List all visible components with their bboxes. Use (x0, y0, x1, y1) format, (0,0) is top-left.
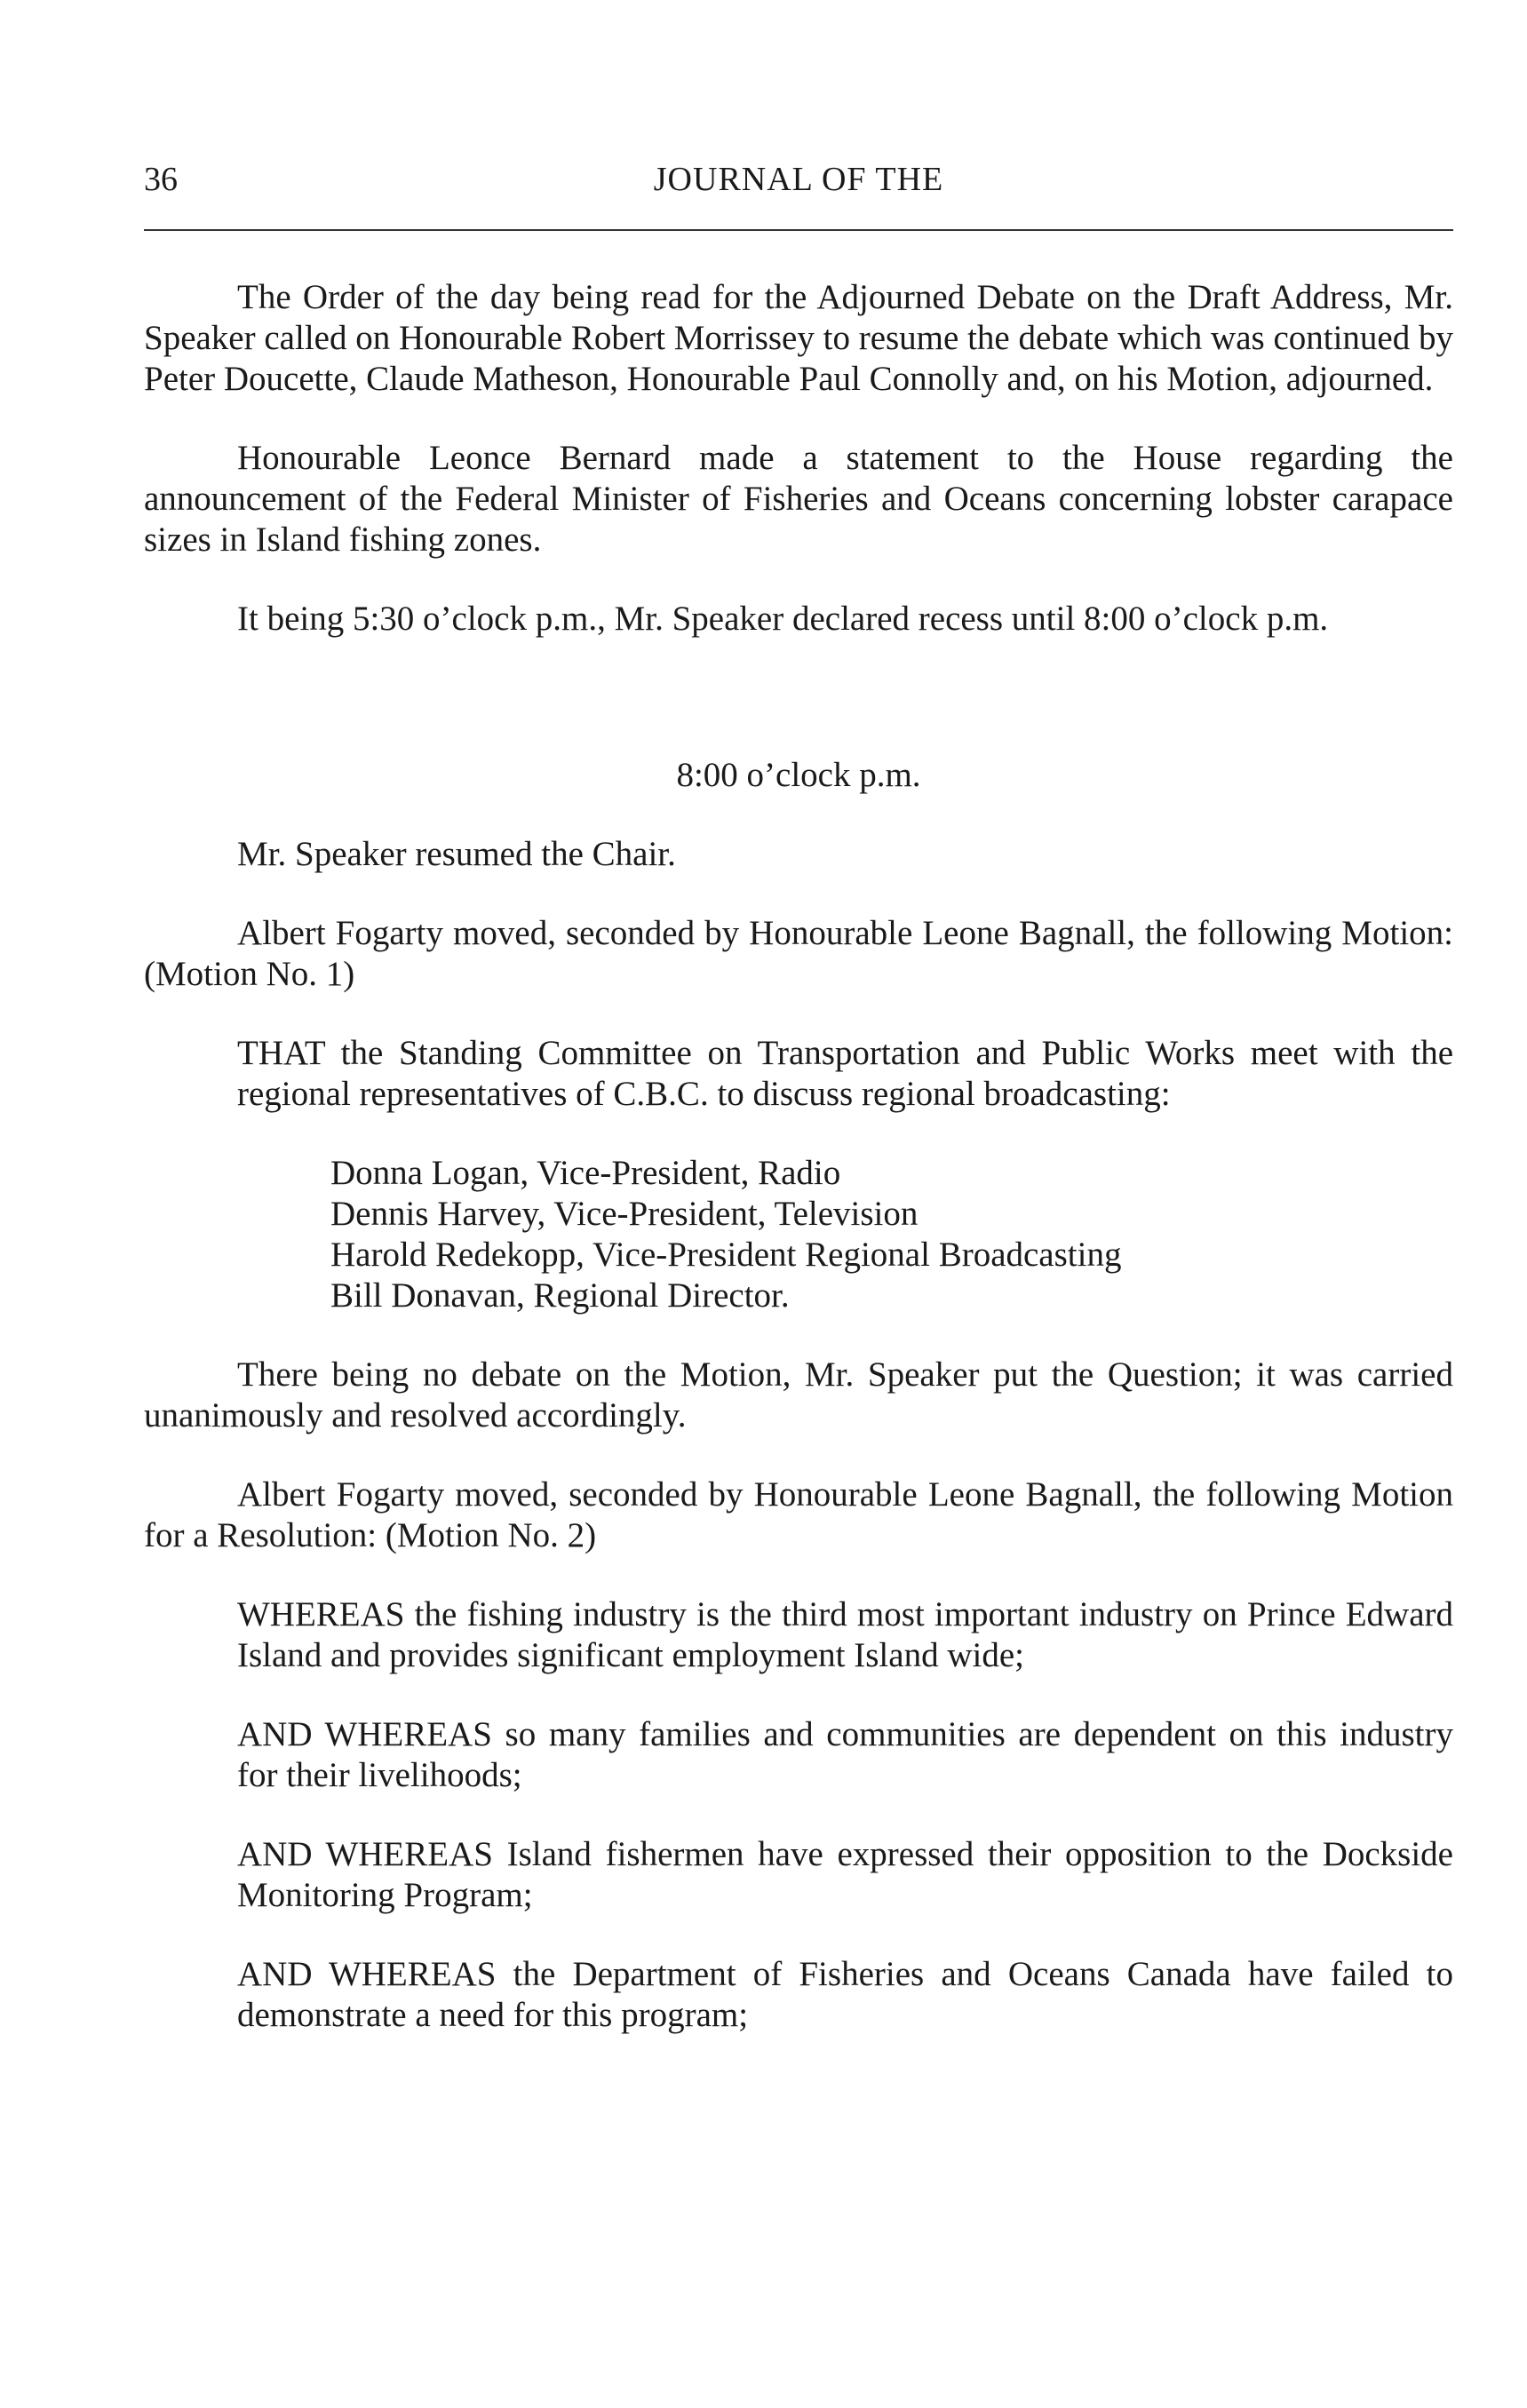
paragraph-motion-2: Albert Fogarty moved, seconded by Honourable Leone Bagnall, the following Motion for a Resolution: (Motion No. 2) (144, 1475, 1453, 1554)
running-head: JOURNAL OF THE (653, 161, 944, 198)
list-item: Donna Logan, Vice-President, Radio (330, 1154, 841, 1192)
list-item: Harold Redekopp, Vice-President Regional Broadcasting (330, 1236, 1122, 1274)
paragraph-speaker-resumed: Mr. Speaker resumed the Chair. (237, 835, 676, 873)
paragraph-adjourned-debate: The Order of the day being read for the Adjourned Debate on the Draft Address, Mr. Speaker called on Honourable Robert Morrissey to resume the debate which was continued by Peter Doucette, Claude Matheson, Honourable Paul Connolly and, on his Motion, adjourned. (144, 278, 1453, 398)
paragraph-recess: It being 5:30 o’clock p.m., Mr. Speaker declared recess until 8:00 o’clock p.m. (237, 600, 1329, 638)
whereas-clause-1: WHEREAS the fishing industry is the third most important industry on Prince Edward Island and provides significant employment Island wide; (237, 1595, 1453, 1674)
representatives-list (330, 1153, 1453, 1316)
whereas-clause-4: AND WHEREAS the Department of Fisheries and Oceans Canada have failed to demonstrate a need for this program; (237, 1955, 1453, 2034)
list-item: Bill Donavan, Regional Director. (330, 1276, 790, 1315)
time-heading: 8:00 o’clock p.m. (676, 756, 921, 794)
paragraph-motion-1-carried: There being no debate on the Motion, Mr. Speaker put the Question; it was carried unanimously and resolved accordingly. (144, 1355, 1453, 1434)
whereas-clause-2: AND WHEREAS so many families and communities are dependent on this industry for their livelihoods; (237, 1715, 1453, 1794)
page-body (144, 277, 1453, 2074)
motion-1-text: THAT the Standing Committee on Transportation and Public Works meet with the regional representatives of C.B.C. to discuss regional broadcasting: (237, 1034, 1453, 1113)
paragraph-motion-1: Albert Fogarty moved, seconded by Honourable Leone Bagnall, the following Motion: (Motion No. 1) (144, 914, 1453, 993)
whereas-clause-3: AND WHEREAS Island fishermen have expressed their opposition to the Dockside Monitoring Program; (237, 1835, 1453, 1914)
page-header (144, 158, 1453, 201)
paragraph-bernard-statement: Honourable Leonce Bernard made a statement to the House regarding the announcement of the Federal Minister of Fisheries and Oceans concerning lobster carapace sizes in Island fishing zones. (144, 439, 1453, 559)
page-number: 36 (144, 161, 178, 198)
list-item: Dennis Harvey, Vice-President, Television (330, 1195, 919, 1233)
header-rule (144, 229, 1453, 231)
